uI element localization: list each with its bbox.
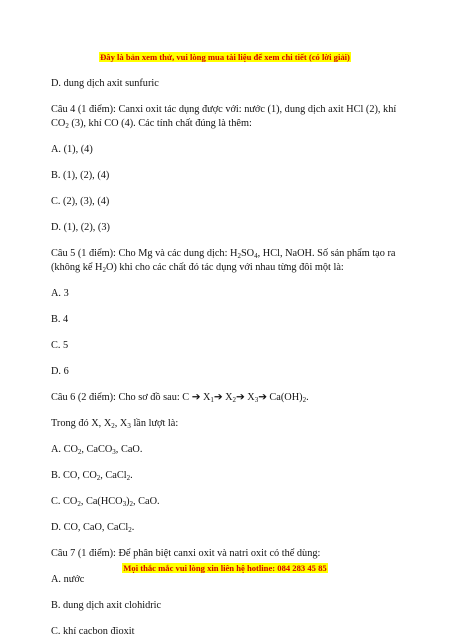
preview-notice-banner [0, 52, 450, 62]
arrow-icon: ➔ [236, 392, 245, 403]
q7-option-c: C. khí cacbon đioxit [51, 626, 135, 637]
q4-stem-line2: $CO_2$ (3), khí CO (4). Các tính chất đúng là thêm: [51, 118, 252, 130]
arrow-icon: ➔ [258, 392, 267, 403]
q6-stem-line1: Câu 6 (2 điểm): Cho sơ đồ sau: C ➔ $X_1➔$ $X_2➔$ $X_3➔$ $Ca(OH)_2$. [51, 392, 309, 404]
q7-option-a: A. nước [51, 574, 85, 585]
q4-option-a: A. (1), (4) [51, 144, 93, 155]
q3-option-d: D. dung dịch axit sunfuric [51, 78, 159, 89]
q4-stem-line1: Câu 4 (1 điểm): Canxi oxit tác dụng được với: nước (1), dung dịch axit HCl (2), khí [51, 104, 397, 115]
q6-option-b: B. CO, $CO_2$, CaCl$_2$. [51, 470, 133, 482]
q4-option-d: D. (1), (2), (3) [51, 222, 110, 233]
q5-option-b: B. 4 [51, 314, 69, 325]
arrow-icon: ➔ [213, 392, 223, 403]
q7-stem: Câu 7 (1 điểm): Để phân biệt canxi oxit và natri oxit có thể dùng: [51, 548, 321, 559]
q4-option-b: B. (1), (2), (4) [51, 170, 110, 181]
q6-option-c: C. $CO_2$, $Ca(HCO_3)_2$, CaO. [51, 496, 160, 508]
arrow-icon: ➔ [191, 392, 201, 403]
q5-option-a: A. 3 [51, 288, 69, 299]
q7-option-b: B. dung dịch axit clohidric [51, 600, 162, 611]
q5-stem-line2: (không kể $H_2O$) khi cho các chất đó tác dụng với nhau từng đôi một là: [51, 262, 344, 274]
hotline-text: Mọi thắc mắc vui lòng xin liên hệ hotline: 084 283 45 85 [123, 563, 327, 573]
q5-option-c: C. 5 [51, 340, 69, 351]
q4-option-c: C. (2), (3), (4) [51, 196, 110, 207]
q6-option-d: D. CO, CaO, CaCl$_2$. [51, 522, 135, 534]
q6-option-a: A. $CO_2$, CaCO$_3$, CaO. [51, 444, 143, 456]
q5-option-d: D. 6 [51, 366, 69, 377]
q6-stem-line2: Trong đó X, $X_2$, $X_3$ lần lượt là: [51, 418, 179, 430]
hotline-banner [0, 563, 450, 573]
q5-stem-line1: Câu 5 (1 điểm): Cho Mg và các dung dịch: $H_2SO_4$, HCl, NaOH. Số sản phẩm tạo ra [51, 248, 396, 260]
preview-notice-text: Đây là bản xem thử, vui lòng mua tài liệu để xem chi tiết (có lời giải) [100, 52, 350, 62]
